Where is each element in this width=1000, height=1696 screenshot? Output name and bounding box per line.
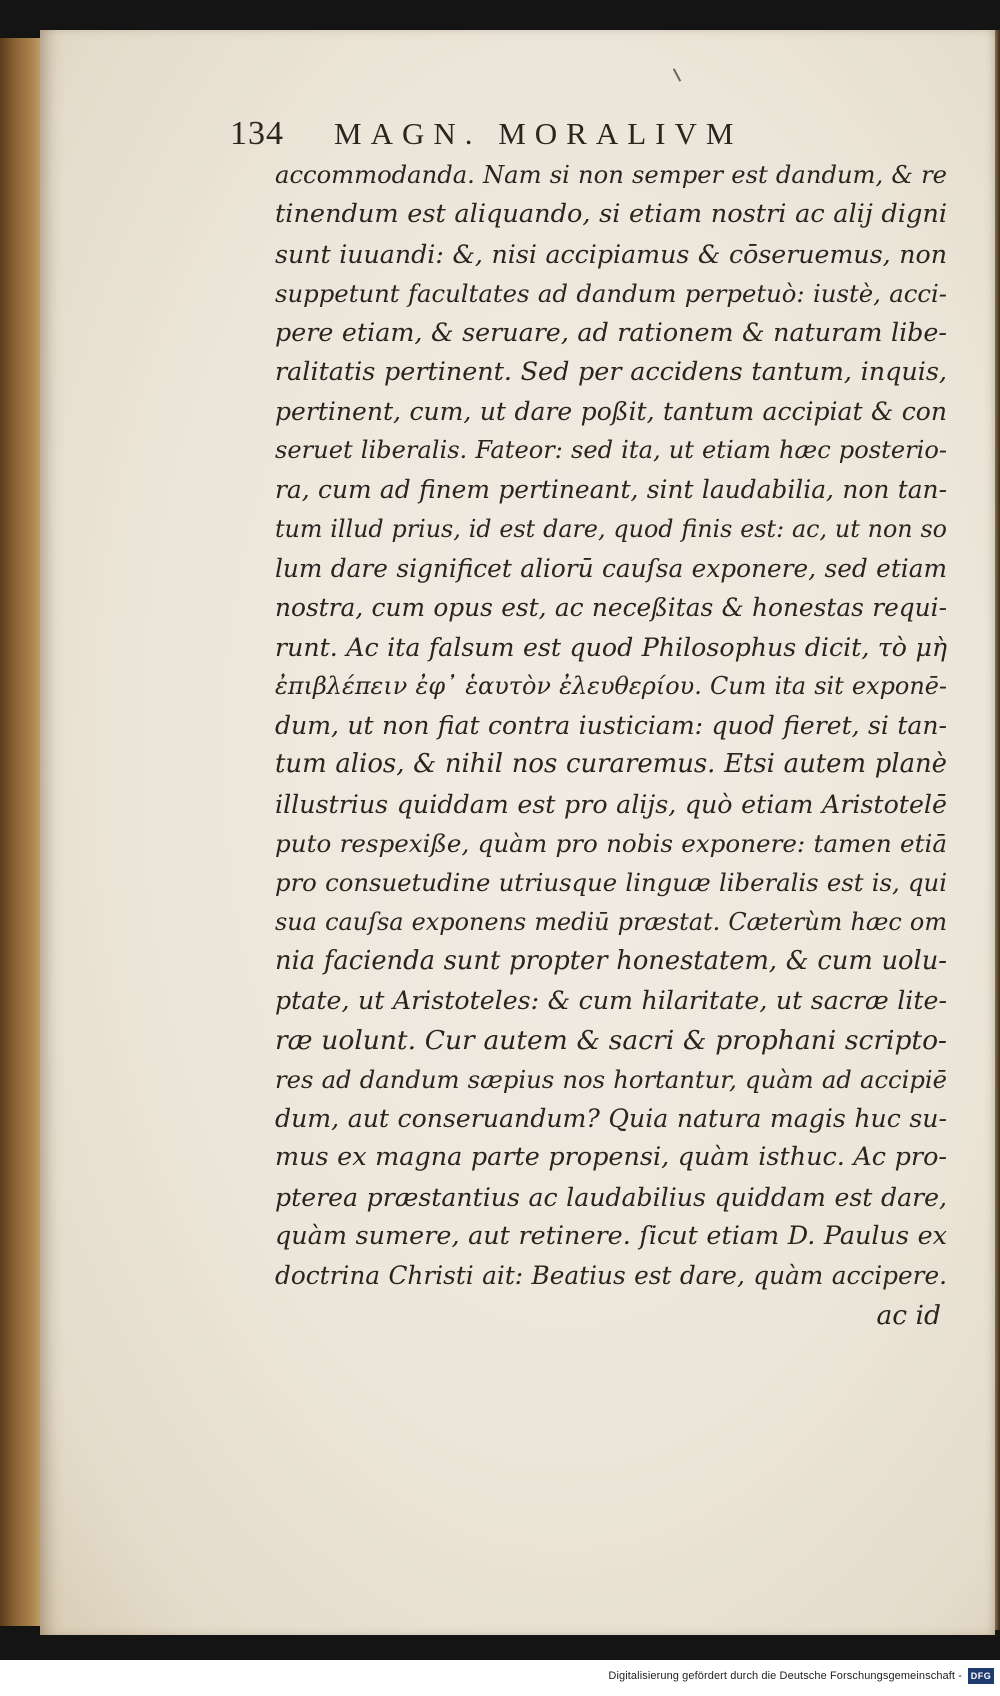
page-number: 134 (230, 115, 284, 152)
text-line: pertinent, cum, ut dare poßit, tantum accipiat & con (275, 396, 947, 426)
text-line: nostra, cum opus est, ac neceßitas & honestas requi- (275, 593, 947, 623)
footer-bar (0, 1660, 1000, 1696)
text-line: ralitatis pertinent. Sed per accidens tantum, inquis, (275, 356, 947, 387)
text-line: ra, cum ad finem pertineant, sint laudabilia, non tan- (275, 475, 947, 505)
greek-text-line: ἐπιβλέπειν ἐφ᾽ ἑαυτὸν ἐλευθερίου. Cum ita sit exponē- (275, 671, 947, 700)
text-line: pterea præstantius ac laudabilius quiddam est dare, (275, 1182, 947, 1212)
text-line: suppetunt facultates ad dandum perpetuò: iustè, acci- (275, 278, 947, 308)
running-head (230, 115, 880, 155)
text-line: tum alios, & nihil nos curaremus. Etsi autem planè (275, 749, 947, 780)
text-line: runt. Ac ita falsum est quod Philosophus dicit, τὸ μὴ (275, 632, 947, 662)
running-title: MAGN. MORALIVM (334, 116, 743, 151)
text-line: res ad dandum sæpius nos hortantur, quàm ad accipiē (275, 1064, 947, 1094)
text-line: dum, aut conseruandum? Quia natura magis huc su- (275, 1104, 947, 1134)
text-line: tinendum est aliquando, si etiam nostri ac alij digni (275, 199, 947, 230)
text-line: illustrius quiddam est pro alijs, quò etiam Aristotelē (275, 789, 947, 819)
text-line: pro consuetudine utriusque linguæ liberalis est is, qui (275, 868, 947, 898)
text-line: puto respexiße, quàm pro nobis exponere: tamen etiā (275, 829, 947, 859)
catchword: ac id (876, 1299, 941, 1331)
text-line: sua cauſsa exponens mediū præstat. Cæterùm hæc om (275, 907, 947, 936)
text-line: mus ex magna parte propensi, quàm isthuc. Ac pro- (275, 1142, 947, 1173)
text-line: sunt iuuandi: &, nisi accipiamus & cōseruemus, non (275, 239, 947, 269)
text-line: lum dare significet aliorū cauſsa exponere, sed etiam (275, 553, 947, 583)
text-line: ptate, ut Aristoteles: & cum hilaritate, ut sacræ lite- (275, 986, 947, 1016)
text-line: ræ uolunt. Cur autem & sacri & prophani scripto- (275, 1024, 947, 1056)
text-line: nia facienda sunt propter honestatem, & cum uolu- (275, 945, 947, 976)
funding-credit: Digitalisierung gefördert durch die Deutsche Forschungsgemeinschaft - (608, 1670, 962, 1682)
text-line: seruet liberalis. Fateor: sed ita, ut etiam hæc posterio- (275, 436, 947, 465)
text-line: dum, ut non fiat contra iusticiam: quod fieret, si tan- (275, 711, 947, 741)
dfg-logo: DFG (968, 1668, 994, 1684)
text-line: doctrina Christi ait: Beatius est dare, quàm accipere. (275, 1261, 947, 1291)
body-text (275, 156, 947, 1335)
text-line: pere etiam, & seruare, ad rationem & naturam libe- (275, 317, 947, 348)
text-line: quàm sumere, aut retinere. ſicut etiam D. Paulus ex (275, 1221, 947, 1252)
text-line: tum illud prius, id est dare, quod finis est: ac, ut non so (275, 514, 947, 543)
text-line: accommodanda. Nam si non semper est dandum, & re (275, 161, 947, 189)
